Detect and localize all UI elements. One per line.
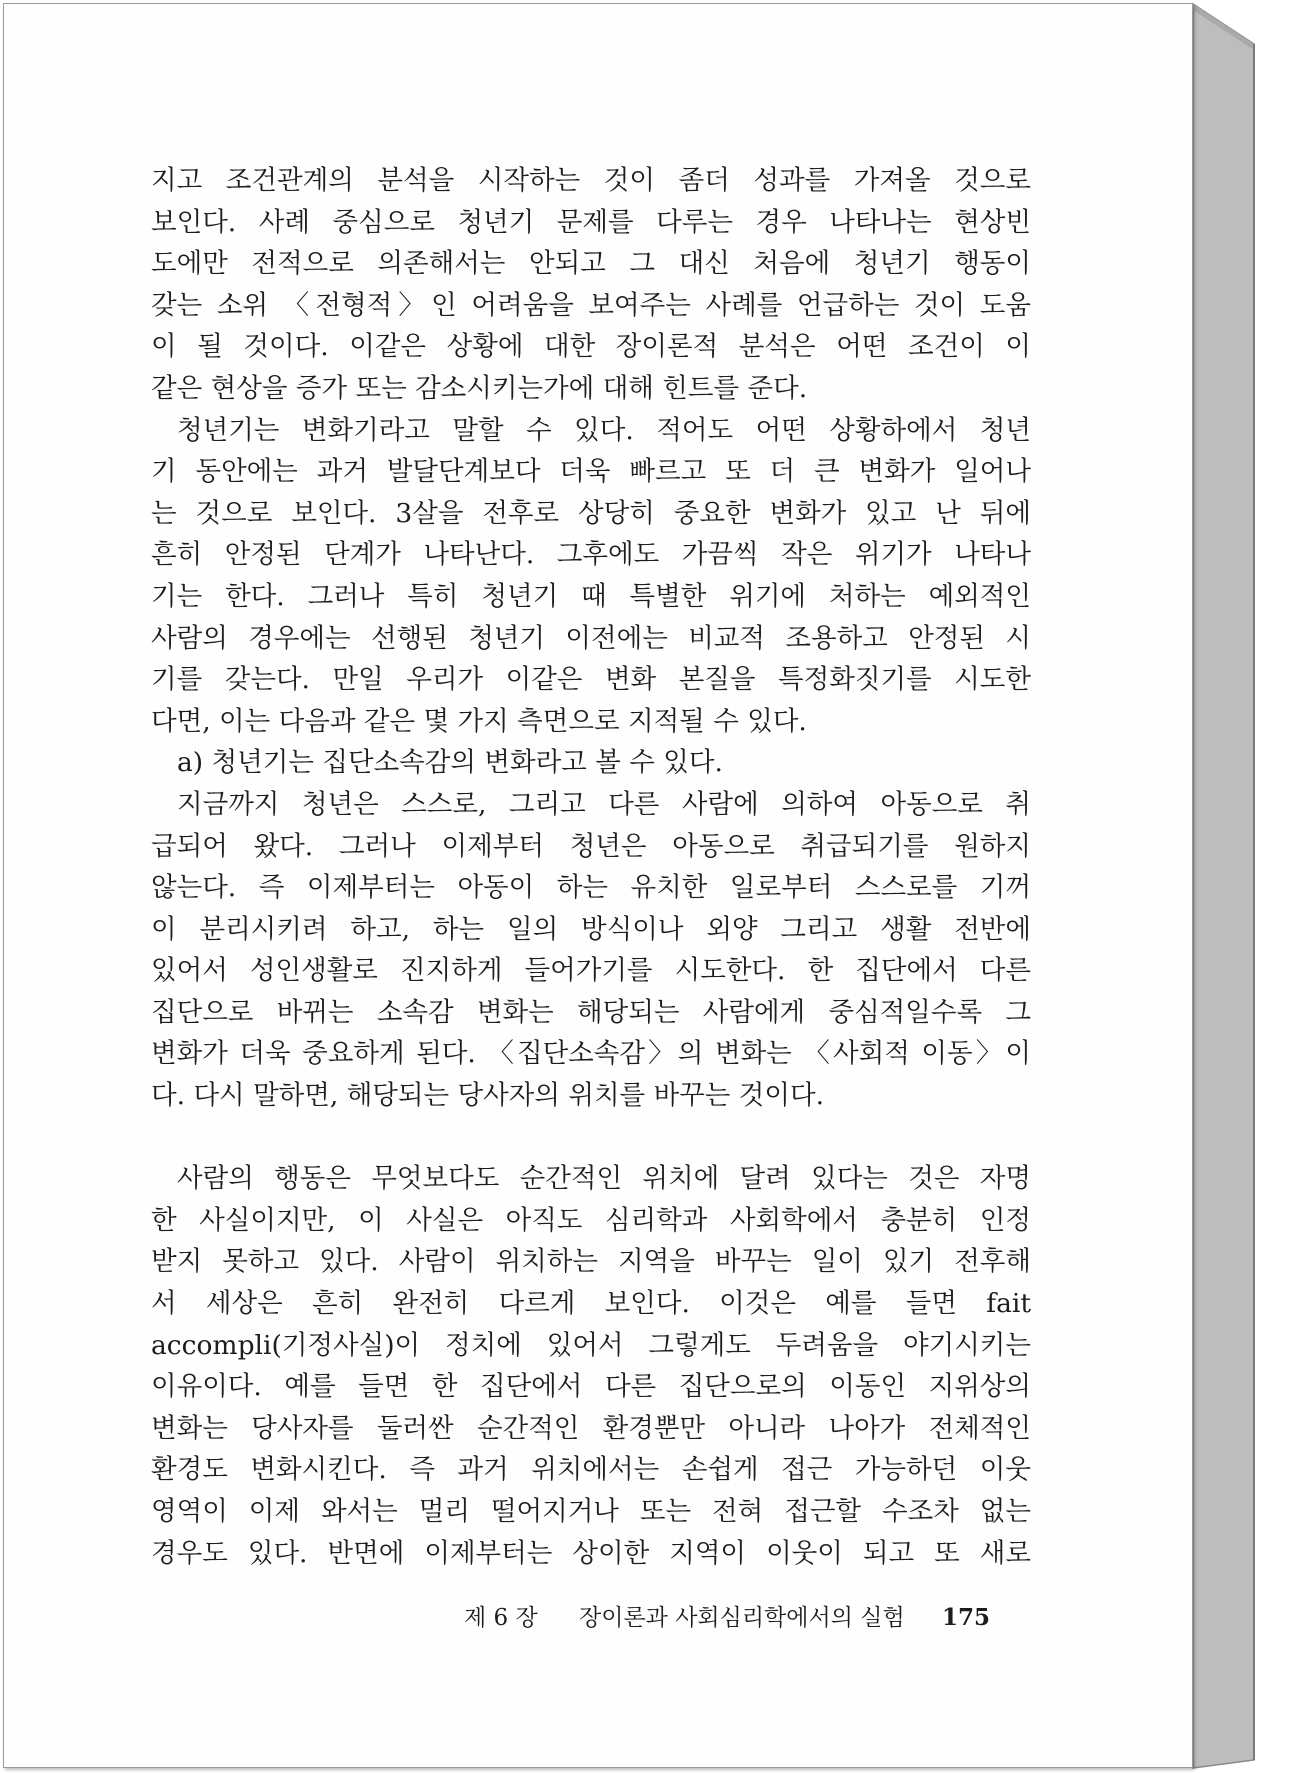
book-page [3,3,1193,1768]
text-line: 사람의 행동은 무엇보다도 순간적인 위치에 달려 있다는 것은 자명 [177,1163,1031,1195]
text-line: 갖는 소위 〈전형적〉인 어려움을 보여주는 사례를 언급하는 것이 도움 [151,289,1031,321]
text-line: 흔히 안정된 단계가 나타난다. 그후에도 가끔씩 작은 위기가 나타나 [151,539,1031,571]
text-line: 기 동안에는 과거 발달단계보다 더욱 빠르고 또 더 큰 변화가 일어나 [151,456,1031,488]
paragraph-4 [151,1158,1031,1574]
text-line: 서 세상은 흔히 완전히 다르게 보인다. 이것은 예를 들면 fait [151,1288,1031,1320]
text-line: 영역이 이제 와서는 멀리 떨어지거나 또는 전혀 접근할 수조차 없는 [151,1496,1031,1527]
text-line: 지금까지 청년은 스스로, 그리고 다른 사람에 의하여 아동으로 취 [177,788,1031,820]
paragraph-gap [151,1117,1031,1159]
text-line: 변화가 더욱 중요하게 된다. 〈집단소속감〉의 변화는 〈사회적 이동〉이 [151,1038,1031,1070]
text-line: 이유이다. 예를 들면 한 집단에서 다른 집단으로의 이동인 지위상의 [151,1371,1031,1403]
page-number: 175 [942,1604,991,1631]
page-body [151,160,1031,1574]
text-line: 변화는 당사자를 둘러싼 순간적인 환경뿐만 아니라 나아가 전체적인 [151,1412,1031,1444]
running-footer [464,1599,1004,1639]
text-line: 보인다. 사례 중심으로 청년기 문제를 다루는 경우 나타나는 현상빈 [151,206,1031,238]
text-line: 경우도 있다. 반면에 이제부터는 상이한 지역이 이웃이 되고 또 새로 [151,1537,1031,1569]
text-line: 집단으로 바뀌는 소속감 변화는 해당되는 사람에게 중심적일수록 그 [151,996,1031,1028]
text-line: 기를 갖는다. 만일 우리가 이같은 변화 본질을 특정화짓기를 시도한 [151,664,1031,696]
text-line: 는 것으로 보인다. 3살을 전후로 상당히 중요한 변화가 있고 난 뒤에 [151,497,1031,529]
text-line: 도에만 전적으로 의존해서는 안되고 그 대신 처음에 청년기 행동이 [151,248,1031,280]
text-line: 지고 조건관계의 분석을 시작하는 것이 좀더 성과를 가져올 것으로 [151,165,1031,196]
text-line: 환경도 변화시킨다. 즉 과거 위치에서는 손쉽게 접근 가능하던 이웃 [151,1454,1031,1486]
text-line: 다면, 이는 다음과 같은 몇 가지 측면으로 지적될 수 있다. [151,705,807,737]
text-line: 한 사실이지만, 이 사실은 아직도 심리학과 사회학에서 충분히 인정 [151,1204,1031,1236]
text-line: 청년기는 변화기라고 말할 수 있다. 적어도 어떤 상황하에서 청년 [177,414,1031,446]
paragraph-2 [151,410,1031,743]
text-line: 이 분리시키려 하고, 하는 일의 방식이나 외양 그리고 생활 전반에 [151,913,1031,945]
section-heading-a: a) 청년기는 집단소속감의 변화라고 볼 수 있다. [177,747,723,779]
text-line: 이 될 것이다. 이같은 상황에 대한 장이론적 분석은 어떤 조건이 이 [151,331,1031,363]
text-line: 같은 현상을 증가 또는 감소시키는가에 대해 힌트를 준다. [151,372,808,404]
text-line: accompli(기정사실)이 정치에 있어서 그렇게도 두려움을 야기시키는 [151,1329,1031,1361]
text-line: 받지 못하고 있다. 사람이 위치하는 지역을 바꾸는 일이 있기 전후해 [151,1246,1031,1278]
text-line: 않는다. 즉 이제부터는 아동이 하는 유치한 일로부터 스스로를 기꺼 [151,872,1031,904]
text-line: 사람의 경우에는 선행된 청년기 이전에는 비교적 조용하고 안정된 시 [151,622,1031,654]
paragraph-3 [151,784,1031,1117]
chapter-label: 제 6 장 [464,1605,538,1631]
text-line: 있어서 성인생활로 진지하게 들어가기를 시도한다. 한 집단에서 다른 [151,955,1031,987]
text-line: 기는 한다. 그러나 특히 청년기 때 특별한 위기에 처하는 예외적인 [151,580,1031,612]
text-line: 다. 다시 말하면, 해당되는 당사자의 위치를 바꾸는 것이다. [151,1080,825,1112]
paragraph-1 [151,160,1031,410]
text-line: 급되어 왔다. 그러나 이제부터 청년은 아동으로 취급되기를 원하지 [151,830,1031,862]
chapter-title: 장이론과 사회심리학에서의 실험 [579,1605,905,1631]
